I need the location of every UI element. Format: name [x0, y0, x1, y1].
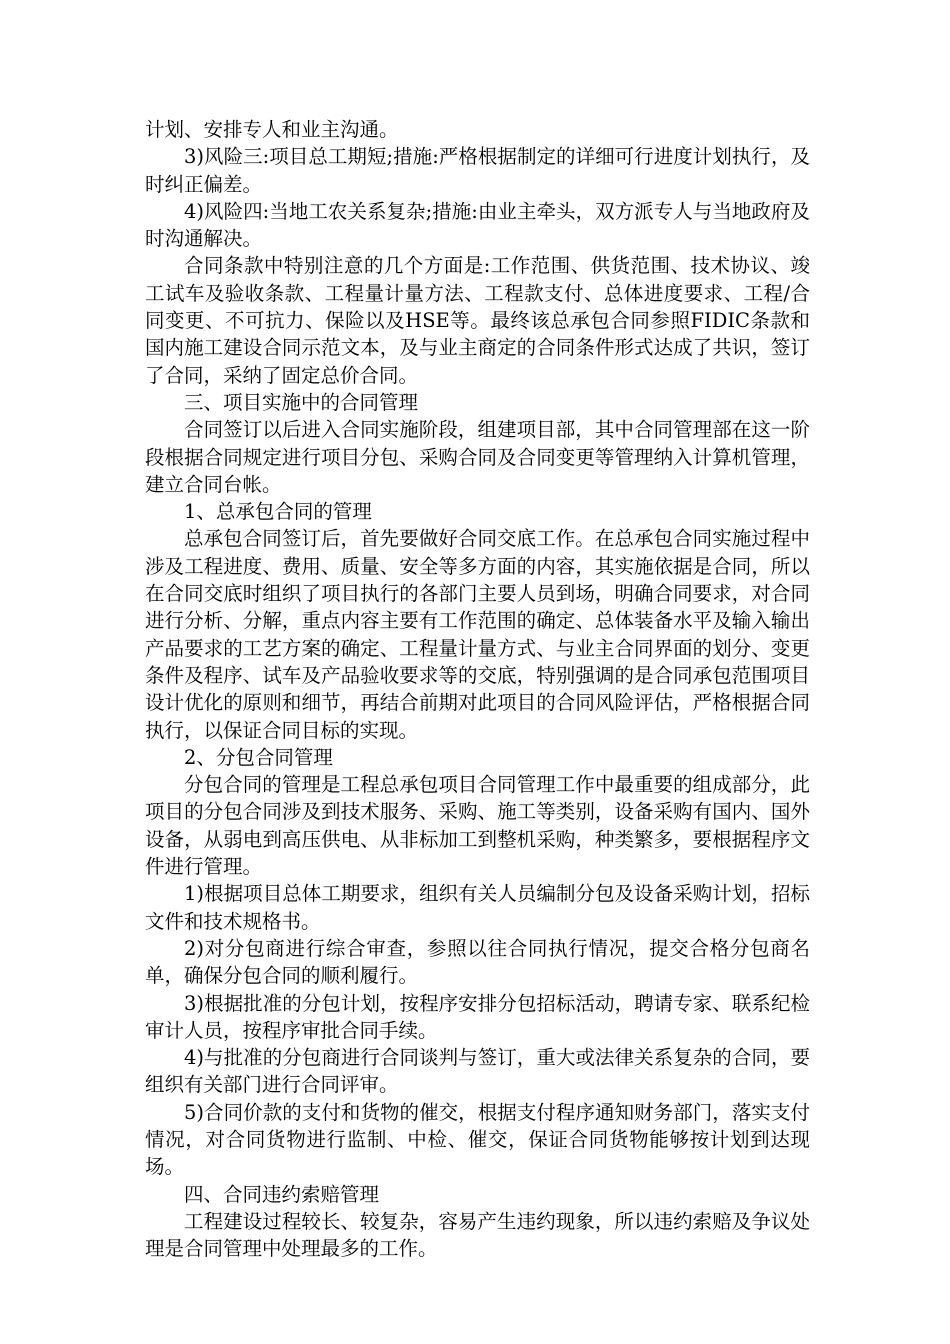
paragraph: 总承包合同签订后，首先要做好合同交底工作。在总承包合同实施过程中涉及工程进度、费用、质量、安全等多方面的内容，其实施依据是合同，所以在合同交底时组织了项目执行的各部门主要人员到场，明确合同要求，对合同进行分析、分解，重点内容主要有工作范围的确定、总体装备水平及输入输出产品要求的工艺方案的确定、工程量计量方式、与业主合同界面的划分、变更条件及程序、试车及产品验收要求等的交底，特别强调的是合同承包范围项目设计优化的原则和细节，再结合前期对此项目的合同风险评估，严格根据合同执行，以保证合同目标的实现。	[145, 527, 810, 742]
list-item: 5)合同价款的支付和货物的催交，根据支付程序通知财务部门，落实支付情况，对合同货物进行监制、中检、催交，保证合同货物能够按计划到达现场。	[145, 1100, 810, 1179]
document-body	[145, 116, 810, 1262]
paragraph: 分包合同的管理是工程总承包项目合同管理工作中最重要的组成部分，此项目的分包合同涉及到技术服务、采购、施工等类别，设备采购有国内、国外设备，从弱电到高压供电、从非标加工到整机采购，种类繁多，要根据程序文件进行管理。	[145, 773, 810, 879]
subsection-heading: 2、分包合同管理	[184, 745, 333, 769]
subsection-heading: 1、总承包合同的管理	[184, 500, 372, 524]
paragraph: 4)风险四:当地工农关系复杂;措施:由业主牵头，双方派专人与当地政府及时沟通解决。	[145, 199, 810, 251]
section-heading: 三、项目实施中的合同管理	[184, 390, 419, 414]
paragraph: 合同条款中特别注意的几个方面是:工作范围、供货范围、技术协议、竣工试车及验收条款、工程量计量方法、工程款支付、总体进度要求、工程/合同变更、不可抗力、保险以及HSE等。最终该总承包合同参照FIDIC条款和国内施工建设合同示范文本，及与业主商定的合同条件形式达成了共识，签订了合同，采纳了固定总价合同。	[145, 254, 810, 387]
section-heading: 四、合同违约索赔管理	[184, 1182, 380, 1206]
paragraph: 计划、安排专人和业主沟通。	[145, 118, 399, 141]
paragraph: 工程建设过程较长、较复杂，容易产生违约现象，所以违约索赔及争议处理是合同管理中处理最多的工作。	[145, 1209, 810, 1261]
paragraph: 合同签订以后进入合同实施阶段，组建项目部，其中合同管理部在这一阶段根据合同规定进行项目分包、采购合同及合同变更等管理纳入计算机管理，建立合同台帐。	[145, 418, 810, 496]
list-item: 3)根据批准的分包计划，按程序安排分包招标活动，聘请专家、联系纪检审计人员，按程序审批合同手续。	[145, 991, 810, 1042]
list-item: 4)与批准的分包商进行合同谈判与签订，重大或法律关系复杂的合同，要组织有关部门进行合同评审。	[145, 1046, 810, 1097]
paragraph: 3)风险三:项目总工期短;措施:严格根据制定的详细可行进度计划执行，及时纠正偏差。	[145, 145, 810, 196]
list-item: 1)根据项目总体工期要求，组织有关人员编制分包及设备采购计划，招标文件和技术规格书。	[145, 882, 810, 933]
list-item: 2)对分包商进行综合审查，参照以往合同执行情况，提交合格分包商名单，确保分包合同的顺利履行。	[145, 936, 810, 988]
